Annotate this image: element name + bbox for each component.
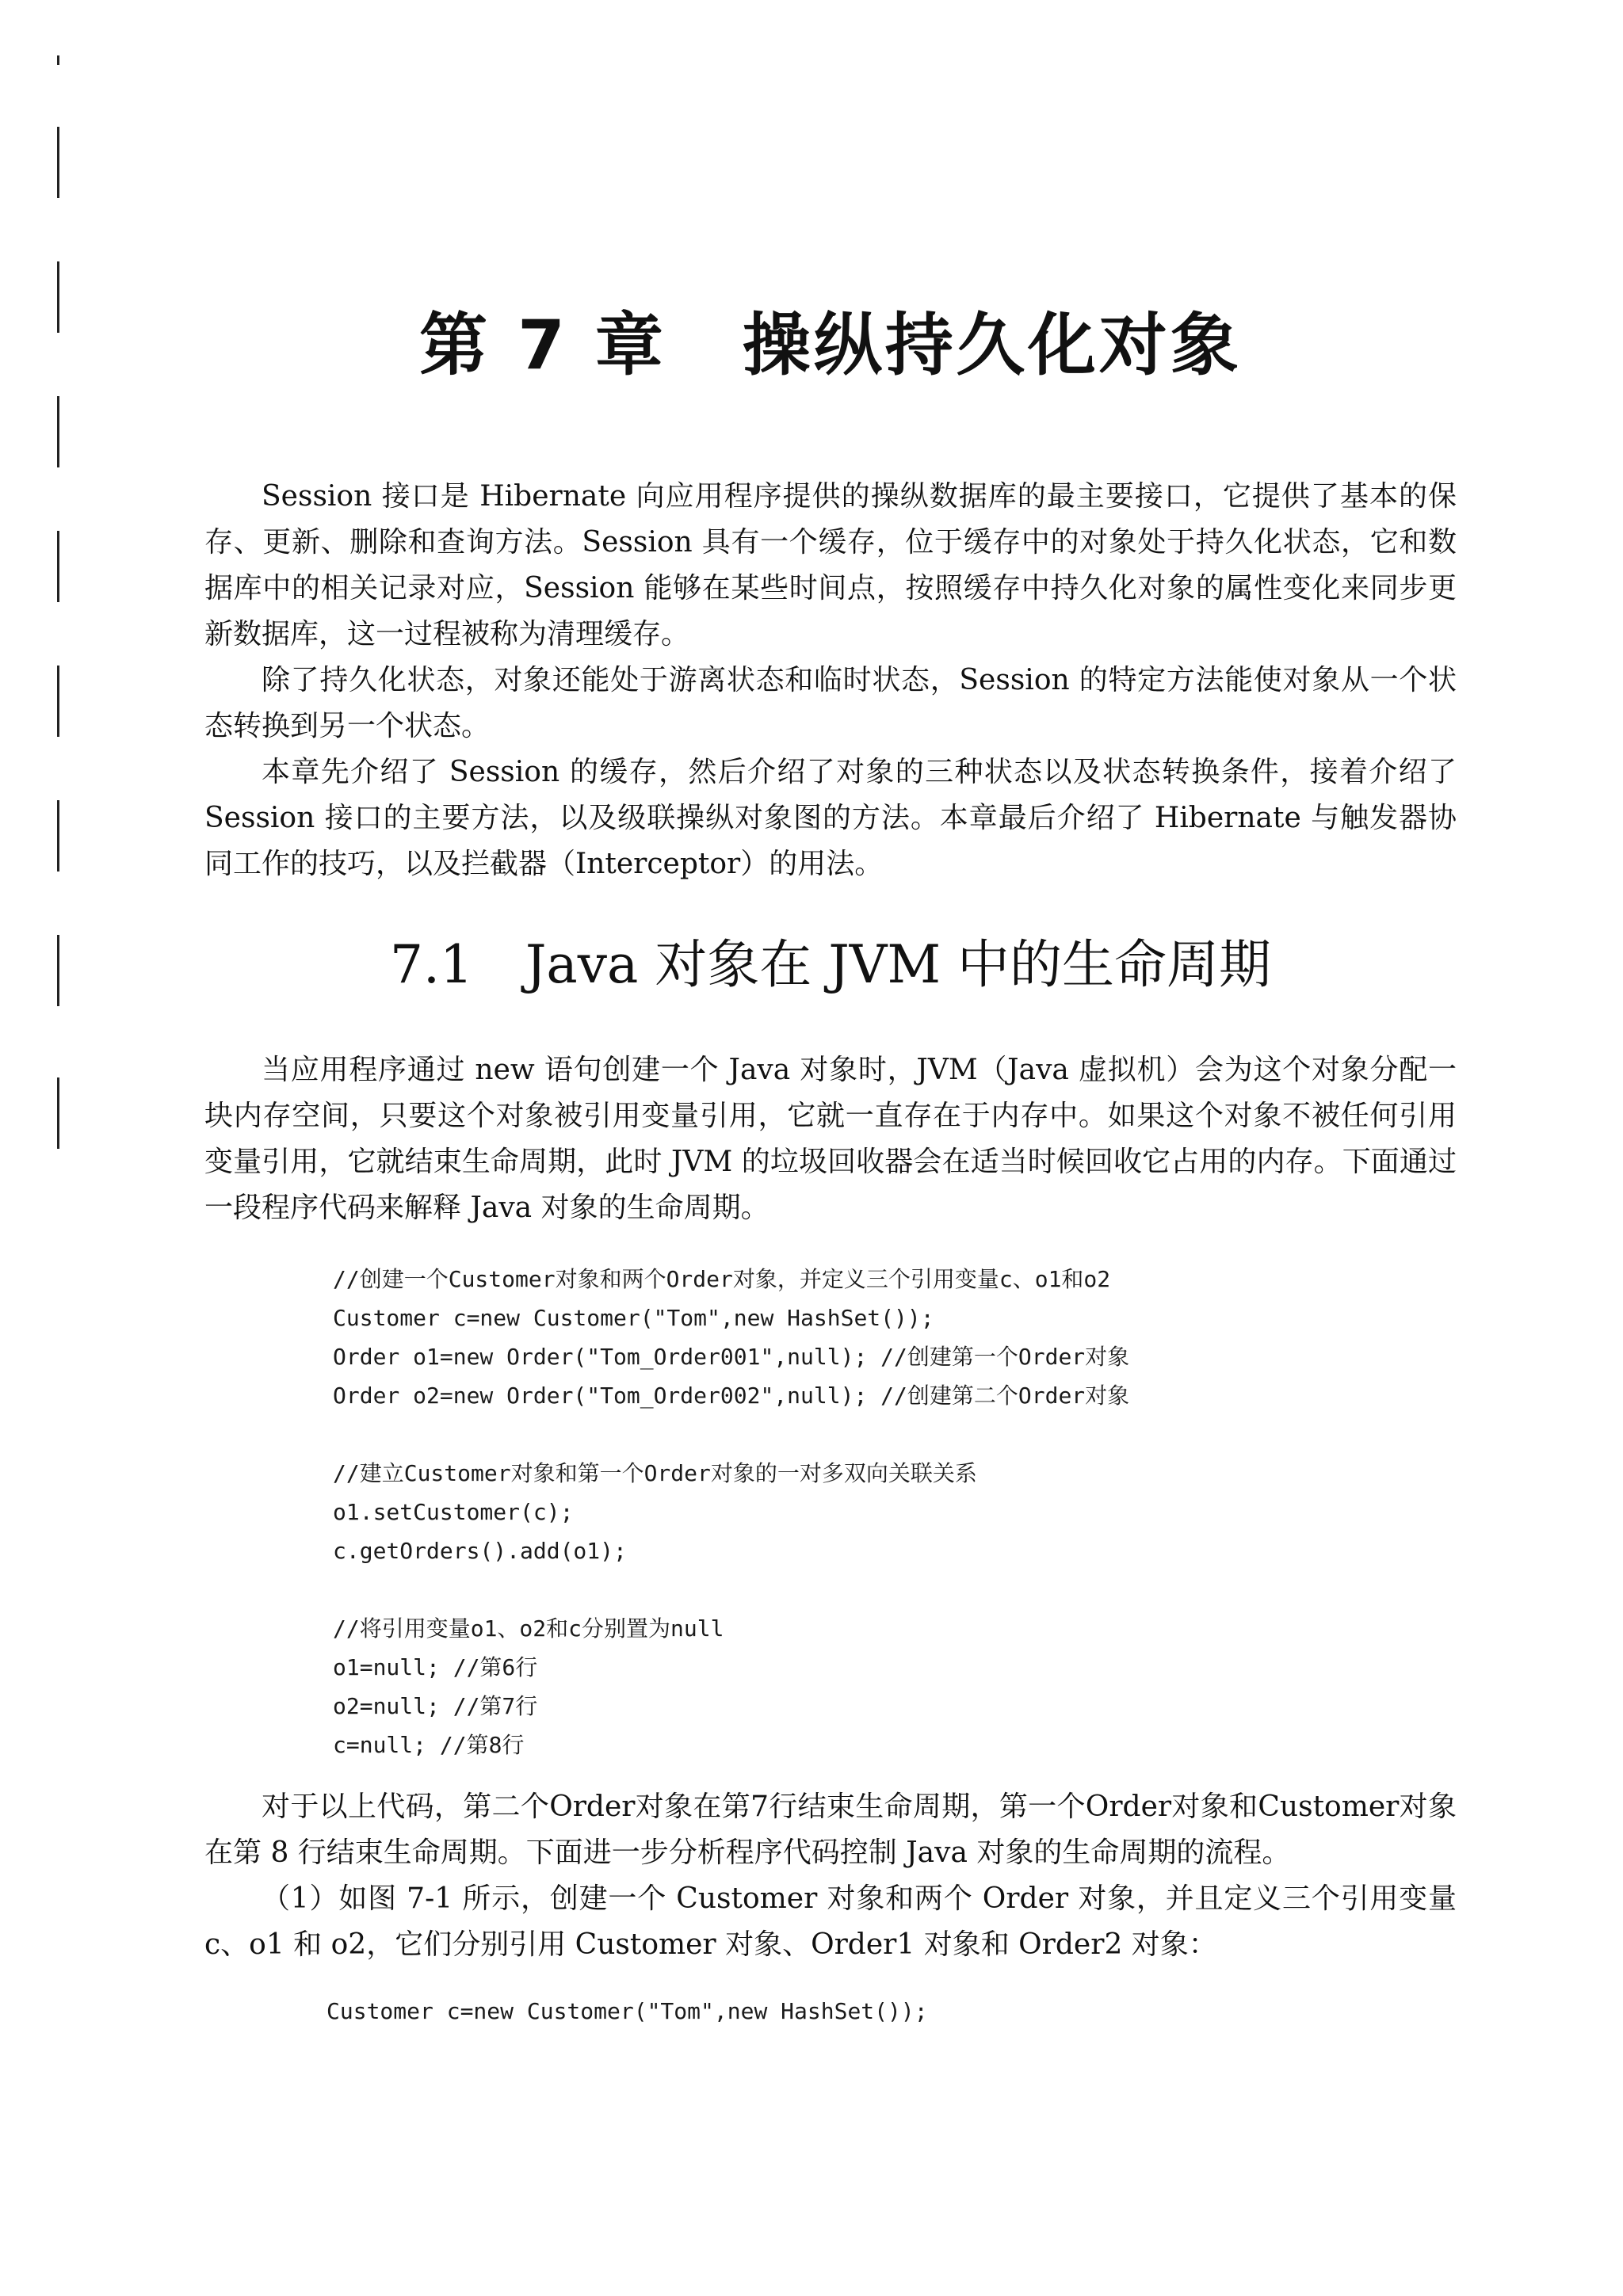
- section-intro: [204, 1047, 1457, 1231]
- page: [204, 0, 1457, 2296]
- margin-mark: [57, 935, 59, 1006]
- after-code-paragraph: （1）如图 7-1 所示，创建一个 Customer 对象和两个 Order 对象，并且定义三个引用变量 c、o1 和 o2，它们分别引用 Customer 对象、Order1 对象和 Order2 对象：: [204, 1882, 1457, 1961]
- margin-mark: [57, 531, 59, 602]
- margin-mark: [57, 666, 59, 737]
- code-line: o1=null; //第6行: [333, 1654, 538, 1680]
- section-paragraph: 当应用程序通过 new 语句创建一个 Java 对象时，JVM（Java 虚拟机）会为这个对象分配一块内存空间，只要这个对象被引用变量引用，它就一直存在于内存中。如果这个对象不被任何引用变量引用，它就结束生命周期，此时 JVM 的垃圾回收器会在适当时候回收它占用的内存。下面通过一段程序代码来解释 Java 对象的生命周期。: [204, 1054, 1457, 1224]
- code-blank-line: [333, 1415, 1442, 1454]
- code-line: Order o2=new Order("Tom_Order002",null); //创建第二个Order对象: [333, 1383, 1130, 1409]
- section-number: 7.1: [389, 934, 473, 995]
- code-line: Customer c=new Customer("Tom",new HashSet());: [333, 1305, 934, 1331]
- margin-mark: [57, 261, 59, 333]
- margin-mark: [57, 127, 59, 198]
- code-line: c=null; //第8行: [333, 1732, 525, 1758]
- margin-mark: [57, 55, 59, 65]
- code-line: o2=null; //第7行: [333, 1693, 538, 1719]
- margin-marks: [0, 0, 95, 2296]
- code-line: Order o1=new Order("Tom_Order001",null); //创建第一个Order对象: [333, 1344, 1130, 1370]
- margin-mark: [57, 800, 59, 871]
- intro-paragraph: 本章先介绍了 Session 的缓存，然后介绍了对象的三种状态以及状态转换条件，接着介绍了 Session 接口的主要方法，以及级联操纵对象图的方法。本章最后介绍了 Hibernate 与触发器协同工作的技巧，以及拦截器（Interceptor）的用法。: [204, 756, 1457, 880]
- intro-paragraph: Session 接口是 Hibernate 向应用程序提供的操纵数据库的最主要接口，它提供了基本的保存、更新、删除和查询方法。Session 具有一个缓存，位于缓存中的对象处于持久化状态，它和数据库中的相关记录对应，Session 能够在某些时间点，按照缓存中持久化对象的属性变化来同步更新数据库，这一过程被称为清理缓存。: [204, 480, 1457, 650]
- section-name: Java 对象在 JVM 中的生命周期: [525, 934, 1272, 995]
- code-line: //将引用变量o1、o2和c分别置为null: [333, 1615, 724, 1642]
- margin-mark: [57, 1077, 59, 1149]
- code-blank-line: [333, 1570, 1442, 1609]
- intro-paragraph: 除了持久化状态，对象还能处于游离状态和临时状态，Session 的特定方法能使对象从一个状态转换到另一个状态。: [204, 664, 1457, 742]
- code-line: //创建一个Customer对象和两个Order对象，并定义三个引用变量c、o1和o2: [333, 1266, 1111, 1292]
- code-line: c.getOrders().add(o1);: [333, 1538, 627, 1564]
- chapter-name: 操纵持久化对象: [742, 306, 1242, 385]
- after-code-text: [204, 1784, 1457, 1968]
- chapter-intro: [204, 474, 1457, 887]
- code-snippet: Customer c=new Customer("Tom",new HashSet());: [327, 1998, 928, 2024]
- code-line: o1.setCustomer(c);: [333, 1499, 574, 1525]
- chapter-title: [204, 305, 1457, 387]
- code-listing: [333, 1260, 1442, 1764]
- margin-mark: [57, 396, 59, 467]
- code-line: //建立Customer对象和第一个Order对象的一对多双向关联关系: [333, 1460, 977, 1486]
- chapter-number: 第 7 章: [419, 306, 666, 385]
- section-title: [204, 933, 1457, 996]
- after-code-paragraph: 对于以上代码，第二个Order对象在第7行结束生命周期，第一个Order对象和Customer对象在第 8 行结束生命周期。下面进一步分析程序代码控制 Java 对象的生命周期的流程。: [204, 1791, 1457, 1869]
